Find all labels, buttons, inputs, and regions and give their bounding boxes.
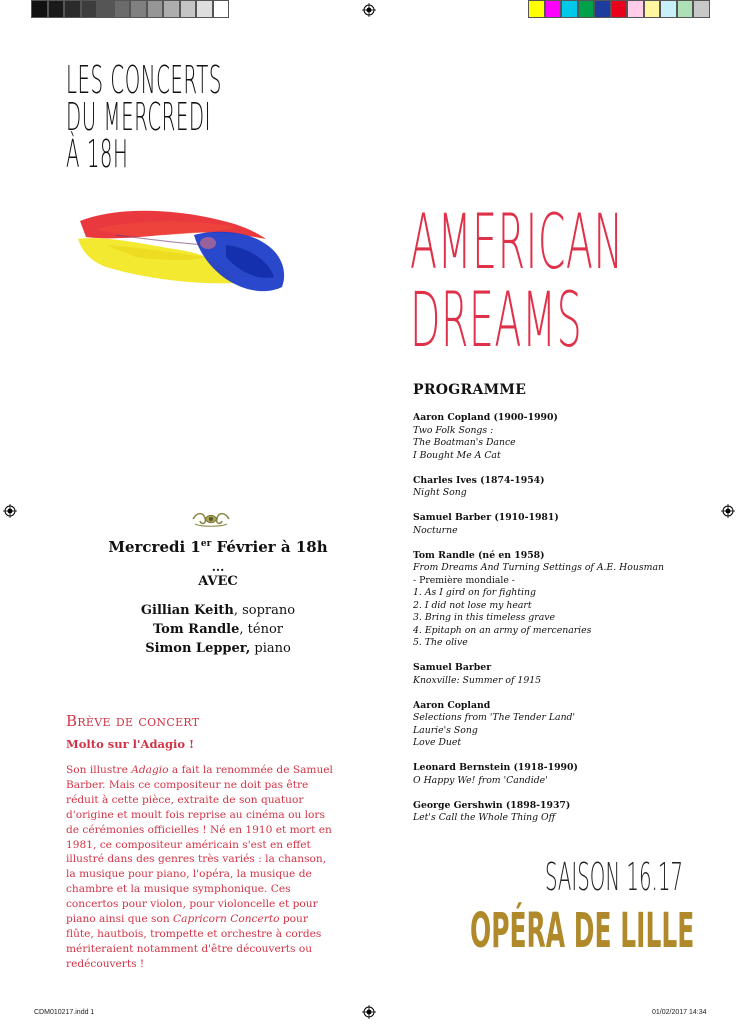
separator-dots: ...: [211, 560, 225, 574]
calibration-swatch: [64, 0, 81, 18]
programme-heading: PROGRAMME: [413, 382, 527, 398]
calibration-swatch: [48, 0, 65, 18]
series-title-line: LES CONCERTS: [66, 58, 222, 102]
series-title: [66, 58, 222, 176]
calibration-swatch: [627, 0, 644, 18]
avec-label: AVEC: [198, 574, 238, 589]
work-title: 5. The olive: [413, 637, 468, 648]
calibration-swatch: [213, 0, 230, 18]
event-date-text: Février à 18h: [211, 538, 328, 556]
registration-mark-left-icon: [3, 504, 17, 518]
ornament-icon: [191, 510, 231, 528]
programme-list: [413, 412, 713, 837]
composer-name: Charles Ives (1874-1954): [413, 474, 545, 486]
series-title-line: DU MERCREDI: [66, 95, 212, 139]
calibration-swatch: [130, 0, 147, 18]
color-calibration-bar: [528, 0, 710, 18]
work-title: 3. Bring in this timeless grave: [413, 612, 555, 623]
performer-name: Gillian Keith: [140, 603, 234, 618]
concert-title-line: DREAMS: [410, 275, 583, 364]
season-label: SAISON 16.17: [545, 855, 683, 899]
work-title: Selections from 'The Tender Land': [413, 712, 576, 723]
event-date-sup: er: [200, 539, 212, 549]
grayscale-calibration-bar: [31, 0, 229, 18]
programme-entry: [413, 412, 713, 462]
registration-mark-bottom-icon: [362, 1005, 376, 1019]
performer: [100, 601, 336, 620]
breve-heading: Brève de concert: [66, 712, 200, 730]
performer-name: Tom Randle: [152, 622, 240, 637]
event-date: [100, 538, 336, 556]
calibration-swatch: [114, 0, 131, 18]
work-title: - Première mondiale -: [413, 574, 515, 586]
breve-subtitle: Molto sur l'Adagio !: [66, 737, 195, 751]
calibration-swatch: [528, 0, 545, 18]
work-title: 4. Epitaph on an army of mercenaries: [413, 624, 592, 636]
programme-entry: [413, 550, 713, 650]
work-title: Love Duet: [413, 737, 462, 748]
composer-name: Aaron Copland (1900-1990): [413, 412, 558, 423]
performer-role: , soprano: [233, 603, 296, 618]
breve-body: Son illustre Adagio a fait la renommée de Samuel Barber. Mais ce compositeur ne doit pas être réduit à cette pièce, extraite de son quatuor d'origine et moult fois reprise au cinéma ou lors de cérémonies officielles ! Né en 1910 et mort en 1981, ce compositeur américain s'est en effet illustré dans des genres très variés : la chanson, la musique pour piano, l'opéra, la musique de chambre et la musique symphonique. Ces concertos pour violon, pour violoncelle et pour piano ainsi que son Capricorn Concerto pour flûte, hautbois, trompette et orchestre à cordes mériteraient notamment d'être découverts ou redécouverts !: [66, 764, 333, 970]
calibration-swatch: [81, 0, 98, 18]
performer-role: piano: [250, 641, 291, 656]
composer-name: Samuel Barber (1910-1981): [413, 512, 559, 523]
work-title: Nocturne: [413, 524, 458, 536]
work-title: From Dreams And Turning Settings of A.E. Housman: [413, 562, 664, 573]
work-title: Laurie's Song: [413, 724, 478, 736]
concert-title: [410, 197, 624, 364]
programme-entry: [413, 800, 713, 825]
programme-entry: [413, 662, 713, 687]
calibration-swatch: [693, 0, 710, 18]
calibration-swatch: [561, 0, 578, 18]
performers-list: [100, 601, 336, 658]
calibration-swatch: [31, 0, 48, 18]
composer-name: Leonard Bernstein (1918-1990): [413, 762, 578, 773]
calibration-swatch: [644, 0, 661, 18]
performer: [100, 639, 336, 658]
series-title-line: À 18H: [66, 132, 129, 176]
calibration-swatch: [660, 0, 677, 18]
performer: [100, 620, 336, 639]
calibration-swatch: [97, 0, 114, 18]
composer-name: Aaron Copland: [413, 699, 491, 711]
programme-entry: [413, 700, 713, 750]
programme-entry: [413, 512, 713, 537]
work-title: I Bought Me A Cat: [413, 449, 501, 461]
calibration-swatch: [545, 0, 562, 18]
work-title: Night Song: [413, 487, 467, 498]
calibration-swatch: [147, 0, 164, 18]
work-title: Knoxville: Summer of 1915: [413, 674, 542, 686]
event-date-text: Mercredi 1: [108, 538, 201, 556]
calibration-swatch: [594, 0, 611, 18]
composer-name: Samuel Barber: [413, 662, 492, 673]
composer-name: George Gershwin (1898-1937): [413, 799, 571, 811]
calibration-swatch: [677, 0, 694, 18]
registration-mark-right-icon: [721, 504, 735, 518]
opera-name: OPÉRA DE LILLE: [470, 903, 695, 959]
calibration-swatch: [578, 0, 595, 18]
registration-mark-top-icon: [362, 3, 376, 17]
performer-role: , ténor: [239, 622, 284, 637]
work-title: 1. As I gird on for fighting: [413, 587, 536, 598]
calibration-swatch: [163, 0, 180, 18]
concert-title-line: AMERICAN: [410, 197, 624, 286]
programme-entry: [413, 762, 713, 787]
file-slug: CDM010217.indd 1: [34, 1009, 95, 1016]
composer-name: Tom Randle (né en 1958): [413, 549, 545, 561]
programme-entry: [413, 475, 713, 500]
calibration-swatch: [196, 0, 213, 18]
performer-name: Simon Lepper,: [145, 641, 251, 656]
work-title: 2. I did not lose my heart: [413, 599, 532, 611]
event-info: [100, 538, 336, 658]
work-title: The Boatman's Dance: [413, 437, 516, 448]
work-title: O Happy We! from 'Candide': [413, 774, 548, 786]
work-title: Let's Call the Whole Thing Off: [413, 812, 556, 823]
work-title: Two Folk Songs :: [413, 424, 494, 436]
watercolor-figure-illustration: [76, 205, 290, 297]
print-timestamp: 01/02/2017 14:34: [652, 1009, 707, 1016]
calibration-swatch: [180, 0, 197, 18]
calibration-swatch: [611, 0, 628, 18]
